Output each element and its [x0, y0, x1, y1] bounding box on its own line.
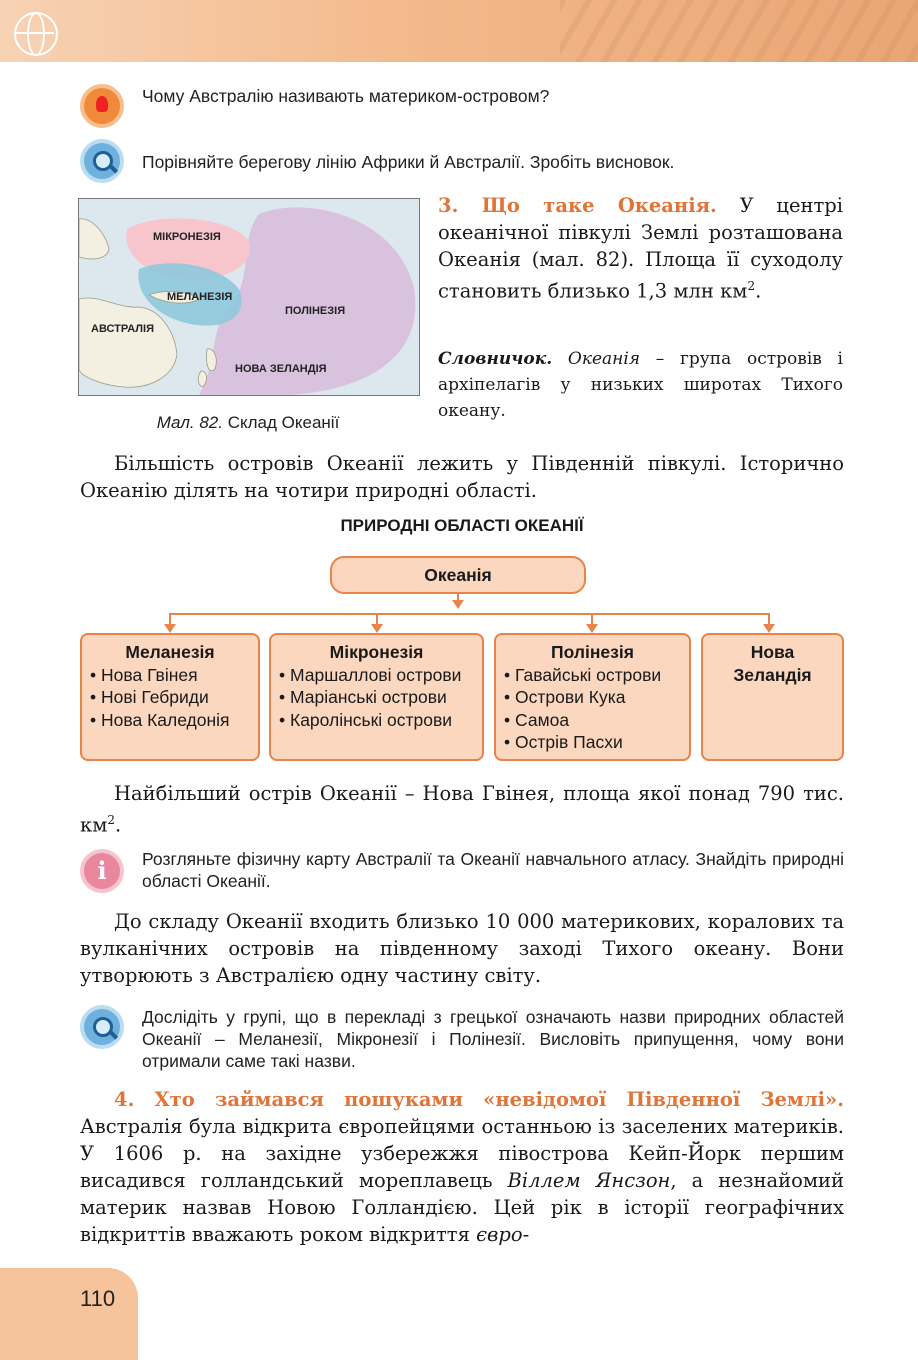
glossary-label: Словничок.	[438, 349, 553, 369]
question-text: Чому Австралію називають материком-островом?	[142, 86, 550, 106]
list-item: • Каролінські острови	[279, 709, 482, 732]
connector-arrow	[452, 600, 464, 609]
paragraph-text: Найбільший острів Океанії – Нова Гвінея, площа якої понад 790 тис. км	[80, 782, 844, 837]
section-3-paragraph	[438, 192, 843, 305]
map-label-new-zealand: НОВА ЗЕЛАНДІЯ	[235, 363, 327, 375]
glossary-box	[438, 346, 843, 424]
list-item: • Гавайські острови	[504, 664, 689, 687]
connector-arrow	[586, 624, 598, 633]
region-box-polynesia	[494, 633, 691, 761]
info-glyph: i	[97, 856, 107, 885]
info-icon	[80, 849, 124, 893]
section-3-end: .	[755, 279, 762, 303]
section-3-heading: 3. Що таке Океанія.	[438, 194, 717, 217]
region-list	[496, 664, 689, 754]
section-4-paragraph	[80, 1086, 844, 1248]
paragraph: Більшість островів Океанії лежить у Південній півкулі. Історично Океанію ділять на чотири природні області.	[80, 452, 844, 502]
connector-arrow	[371, 624, 383, 633]
section-4-heading: 4. Хто займався пошуками «невідомої Південної Землі».	[114, 1088, 844, 1111]
map-label-australia: АВСТРАЛІЯ	[91, 323, 154, 335]
map-caption-prefix: Мал. 82.	[156, 413, 223, 432]
section-4-italic-end: євро-	[476, 1223, 530, 1246]
page-number-tab	[0, 1268, 138, 1360]
paragraph	[80, 780, 844, 839]
superscript: 2	[107, 813, 115, 827]
list-item: • Острови Кука	[504, 686, 689, 709]
magnifier-icon	[80, 1005, 124, 1049]
connector-arrow	[763, 624, 775, 633]
lightbulb-head-icon	[80, 84, 124, 128]
superscript: 2	[747, 279, 756, 293]
map-label-polynesia: ПОЛІНЕЗІЯ	[285, 305, 346, 317]
map-caption	[78, 413, 418, 433]
glossary-definition: – група островів і архіпелагів у низьких широтах Тихого океану.	[438, 349, 843, 421]
region-title: Полінезія	[551, 642, 634, 662]
region-box-new-zealand	[701, 633, 844, 761]
section-4-text: Австралія була відкрита європейцями останньою із заселених материків. У 1606 р. на західне узбережжя півострова Кейп-Йорк першим висадився голландський мореплавець	[80, 1115, 844, 1192]
map-label-melanesia: МЕЛАНЕЗІЯ	[167, 291, 233, 303]
section-4-text-cont: , а незнайомий материк назвав Новою Голландією. Цей рік в історії географічних відкриттів вважають роком відкриття	[80, 1169, 844, 1246]
paragraph: До складу Океанії входить близько 10 000 материкових, коралових та вулканічних островів на південному заході Тихого океану. Вони утворюють з Австралією одну частину світу.	[80, 910, 844, 987]
list-item: • Маріанські острови	[279, 686, 482, 709]
list-item: • Острів Пасхи	[504, 731, 689, 754]
region-box-micronesia	[269, 633, 484, 761]
explorer-name: Віллем Янсзон	[507, 1169, 671, 1192]
map-label-micronesia: МІКРОНЕЗІЯ	[153, 231, 221, 243]
diagram-root-oceania: Океанія	[330, 556, 586, 594]
magnifier-icon	[80, 139, 124, 183]
page-header-banner	[0, 0, 918, 62]
list-item: • Маршаллові острови	[279, 664, 482, 687]
section-3-text: У центрі океанічної півкулі Землі розташована Океанія (мал. 82). Площа її суходолу становить близько 1,3 млн км	[438, 194, 843, 303]
research-task-text: Дослідіть у групі, що в перекладі з грецької означають назви природних областей Океанії – Меланезії, Мікронезії і Полінезії. Висловіть припущення, чому вони отримали саме такі назви.	[142, 1007, 844, 1071]
list-item: • Нова Гвінея	[90, 664, 258, 687]
connector	[169, 613, 770, 615]
paragraph-end: .	[115, 813, 122, 837]
region-title: Мікронезія	[329, 642, 424, 662]
oceania-map	[78, 198, 420, 396]
connector-arrow	[164, 624, 176, 633]
region-list	[82, 664, 258, 732]
region-box-melanesia	[80, 633, 260, 761]
region-title: Меланезія	[125, 642, 215, 662]
region-list	[271, 664, 482, 732]
globe-icon	[14, 12, 58, 56]
glossary-term: Океанія	[552, 349, 641, 369]
list-item: • Самоа	[504, 709, 689, 732]
list-item: • Нова Каледонія	[90, 709, 258, 732]
page-number: 110	[80, 1286, 116, 1311]
list-item: • Нові Гебриди	[90, 686, 258, 709]
info-task-text: Розгляньте фізичну карту Австралії та Океанії навчального атласу. Знайдіть природні області Океанії.	[142, 849, 844, 891]
diagram-title: ПРИРОДНІ ОБЛАСТІ ОКЕАНІЇ	[340, 516, 584, 535]
map-caption-text: Склад Океанії	[223, 413, 340, 432]
region-title: Нова Зеландія	[733, 642, 812, 685]
question-text: Порівняйте берегову лінію Африки й Австралії. Зробіть висновок.	[142, 152, 675, 172]
